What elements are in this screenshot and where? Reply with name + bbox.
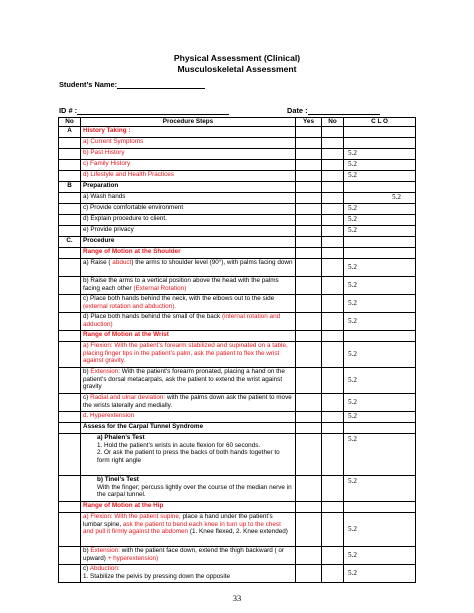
doc-subtitle: Musculoskeletal Assessment xyxy=(177,64,297,74)
yes-checkbox[interactable] xyxy=(296,138,322,149)
no-checkbox[interactable] xyxy=(322,171,344,182)
step-tinels-test xyxy=(81,476,296,502)
table-row xyxy=(59,160,416,171)
no-checkbox[interactable] xyxy=(322,160,344,171)
no-checkbox[interactable] xyxy=(322,226,344,237)
clo-cell: 5.2 xyxy=(344,277,416,295)
no-checkbox[interactable] xyxy=(322,394,344,412)
yes-checkbox[interactable] xyxy=(296,149,322,160)
section-b-number: B xyxy=(59,182,81,193)
table-row xyxy=(59,215,416,226)
section-b-title: Preparation xyxy=(81,182,296,193)
table-row xyxy=(59,193,416,204)
subsection-shoulder-row xyxy=(59,248,416,259)
yes-checkbox[interactable] xyxy=(296,226,322,237)
phalens-title: a) Phalen’s Test xyxy=(97,434,145,441)
table-row xyxy=(59,513,416,547)
subsection-shoulder-title: Range of Motion at the Shoulder xyxy=(81,248,296,259)
id-line[interactable] xyxy=(77,114,229,115)
yes-checkbox[interactable] xyxy=(296,513,322,547)
no-checkbox[interactable] xyxy=(322,565,344,583)
id-field[interactable] xyxy=(59,106,229,115)
step-past-history: b) Past History xyxy=(81,149,296,160)
table-row xyxy=(59,277,416,295)
step-hip-flexion: a) Flexion: With the patient supine, place a hand under the patient’s lumbar spine, ask the patient to bend each knee in turn up to the chest and pull it firmly against the abdomen (1. Knee flexed, 2. Knee extended) xyxy=(81,513,296,547)
yes-checkbox[interactable] xyxy=(296,368,322,394)
table-row xyxy=(59,342,416,368)
clo-cell: 5.2 xyxy=(344,342,416,368)
no-checkbox[interactable] xyxy=(322,423,344,434)
step-comfortable-env: c) Provide comfortable environment xyxy=(81,204,296,215)
no-checkbox[interactable] xyxy=(322,215,344,226)
step-family-history: c) Family History xyxy=(81,160,296,171)
section-c-number: C. xyxy=(59,237,81,248)
table-row xyxy=(59,204,416,215)
clo-cell xyxy=(344,138,416,149)
yes-checkbox[interactable] xyxy=(296,331,322,342)
yes-checkbox[interactable] xyxy=(296,342,322,368)
yes-checkbox[interactable] xyxy=(296,160,322,171)
step-provide-privacy: e) Provide privacy xyxy=(81,226,296,237)
clo-cell: 5.2 xyxy=(344,171,416,182)
clo-cell: 5.2 xyxy=(344,215,416,226)
table-row xyxy=(59,368,416,394)
no-checkbox[interactable] xyxy=(322,434,344,476)
yes-checkbox[interactable] xyxy=(296,248,322,259)
yes-checkbox[interactable] xyxy=(296,277,322,295)
table-row xyxy=(59,476,416,502)
table-row xyxy=(59,259,416,277)
step-wrist-flexion: a) Flexion: With the patient’s forearm stabilized and supinated on a table, placing finger tips in the patient’s palm, ask the patient to flex the wrist against gravity. xyxy=(81,342,296,368)
table-row xyxy=(59,434,416,476)
yes-checkbox[interactable] xyxy=(296,171,322,182)
step-phalens-test xyxy=(81,434,296,476)
page-number: 33 xyxy=(232,593,242,603)
clo-cell: 5.2 xyxy=(344,313,416,331)
no-checkbox[interactable] xyxy=(322,193,344,204)
tinels-title: b) Tinel’s Test xyxy=(97,476,139,483)
subsection-hip-row xyxy=(59,502,416,513)
section-a-title: History Taking : xyxy=(81,127,296,138)
no-checkbox[interactable] xyxy=(322,138,344,149)
col-clo-header: C L O xyxy=(344,118,416,127)
step-hip-abduction: c) Abduction: 1. Stabilize the pelvis by pressing down the opposite xyxy=(81,565,296,583)
clo-cell: 5.2 xyxy=(344,547,416,565)
clo-cell: 5.2 xyxy=(344,368,416,394)
step-shoulder-back: d) Place both hands behind the small of the back (internal rotation and adduction) xyxy=(81,313,296,331)
section-b-row xyxy=(59,182,416,193)
yes-checkbox[interactable] xyxy=(296,502,322,513)
clo-cell: 5.2 xyxy=(344,434,416,476)
step-shoulder-raise: a) Raise ( abduct) the arms to shoulder level (90°), with palms facing down xyxy=(81,259,296,277)
yes-checkbox[interactable] xyxy=(296,295,322,313)
subsection-wrist-row xyxy=(59,331,416,342)
section-a-row xyxy=(59,127,416,138)
no-checkbox[interactable] xyxy=(322,259,344,277)
table-row xyxy=(59,149,416,160)
subsection-wrist-title: Range of Motion at the Wrist xyxy=(81,331,296,342)
yes-checkbox[interactable] xyxy=(296,313,322,331)
yes-checkbox[interactable] xyxy=(296,434,322,476)
yes-checkbox[interactable] xyxy=(296,204,322,215)
yes-checkbox[interactable] xyxy=(296,127,322,138)
col-yes-header: Yes xyxy=(296,118,322,127)
table-row xyxy=(59,394,416,412)
no-checkbox[interactable] xyxy=(322,368,344,394)
no-checkbox[interactable] xyxy=(322,412,344,423)
no-checkbox[interactable] xyxy=(322,313,344,331)
subsection-carpal-title: Assess for the Carpal Tunnel Syndrome xyxy=(81,423,296,434)
tinels-body: With the finger; percuss lightly over the course of the median nerve in the carpal tunnel. xyxy=(97,483,292,499)
yes-checkbox[interactable] xyxy=(296,412,322,423)
no-checkbox[interactable] xyxy=(322,331,344,342)
id-label: ID # : xyxy=(59,106,78,115)
yes-checkbox[interactable] xyxy=(296,237,322,248)
table-row xyxy=(59,412,416,423)
yes-checkbox[interactable] xyxy=(296,476,322,502)
step-hip-extension: b) Extension: with the patient face down, extend the thigh backward ( or upward) + hyperextension) xyxy=(81,547,296,565)
no-checkbox[interactable] xyxy=(322,182,344,193)
subsection-hip-title: Range of Motion at the Hip xyxy=(81,502,296,513)
clo-cell: 5.2 xyxy=(344,476,416,502)
yes-checkbox[interactable] xyxy=(296,193,322,204)
no-checkbox[interactable] xyxy=(322,476,344,502)
table-row xyxy=(59,138,416,149)
date-label: Date : xyxy=(287,106,308,115)
no-checkbox[interactable] xyxy=(322,237,344,248)
step-current-symptoms: a) Current Symptoms xyxy=(81,138,296,149)
no-checkbox[interactable] xyxy=(322,149,344,160)
table-header-row xyxy=(59,118,416,127)
step-shoulder-neck: c) Place both hands behind the neck, with the elbows out to the side (external rotation and abduction). xyxy=(81,295,296,313)
yes-checkbox[interactable] xyxy=(296,215,322,226)
step-wash-hands: a) Wash hands xyxy=(81,193,296,204)
step-wrist-hyperextension: d. Hyperextension xyxy=(81,412,296,423)
no-checkbox[interactable] xyxy=(322,295,344,313)
no-checkbox[interactable] xyxy=(322,342,344,368)
step-wrist-extension: b) Extension: With the patient’s forearm pronated, placing a hand on the patient’s dorsal metacarpals, ask the patient to extend the wrist against gravity xyxy=(81,368,296,394)
clo-cell: 5.2 xyxy=(344,193,416,204)
col-no2-header: No xyxy=(322,118,344,127)
clo-cell: 5.2 xyxy=(344,259,416,277)
step-lifestyle: d) Lifestyle and Health Practices xyxy=(81,171,296,182)
table-row xyxy=(59,547,416,565)
student-name-label: Student’s Name: xyxy=(59,80,118,89)
no-checkbox[interactable] xyxy=(322,248,344,259)
clo-cell: 5.2 xyxy=(344,226,416,237)
no-checkbox[interactable] xyxy=(322,502,344,513)
col-steps-header: Procedure Steps xyxy=(81,118,296,127)
date-field[interactable] xyxy=(287,106,380,115)
clo-cell: 5.2 xyxy=(344,204,416,215)
table-row xyxy=(59,313,416,331)
no-checkbox[interactable] xyxy=(322,127,344,138)
clo-cell: 5.2 xyxy=(344,160,416,171)
subsection-carpal-row xyxy=(59,423,416,434)
yes-checkbox[interactable] xyxy=(296,394,322,412)
col-no-header: No xyxy=(59,118,81,127)
procedure-table xyxy=(58,117,416,583)
doc-title: Physical Assessment (Clinical) xyxy=(173,53,301,63)
table-row xyxy=(59,226,416,237)
section-c-title: Procedure xyxy=(81,237,296,248)
step-explain-procedure: d) Explain procedure to client. xyxy=(81,215,296,226)
student-name-field[interactable] xyxy=(59,80,205,89)
clo-cell: 5.2 xyxy=(344,412,416,423)
no-checkbox[interactable] xyxy=(322,513,344,547)
clo-cell: 5.2 xyxy=(344,513,416,547)
yes-checkbox[interactable] xyxy=(296,547,322,565)
section-a-number: A xyxy=(59,127,81,138)
section-c-row xyxy=(59,237,416,248)
yes-checkbox[interactable] xyxy=(296,565,322,583)
date-line[interactable] xyxy=(308,114,380,115)
yes-checkbox[interactable] xyxy=(296,182,322,193)
step-shoulder-vertical: b) Raise the arms to a vertical position above the head with the palms facing each other (External Rotation) xyxy=(81,277,296,295)
clo-cell: 5.2 xyxy=(344,565,416,583)
phalens-step-1: 1. Hold the patient’s wrists in acute flexion for 60 seconds. xyxy=(97,441,261,449)
clo-cell: 5.2 xyxy=(344,394,416,412)
no-checkbox[interactable] xyxy=(322,547,344,565)
table-row xyxy=(59,171,416,182)
step-wrist-deviation: c) Radial and ulnar deviation: with the palms down ask the patient to move the wrists laterally and medially. xyxy=(81,394,296,412)
table-row xyxy=(59,295,416,313)
yes-checkbox[interactable] xyxy=(296,423,322,434)
no-checkbox[interactable] xyxy=(322,204,344,215)
clo-cell: 5.2 xyxy=(344,149,416,160)
table-row xyxy=(59,565,416,583)
yes-checkbox[interactable] xyxy=(296,259,322,277)
phalens-step-2: 2. Or ask the patient to press the backs of both hands together to form right angle xyxy=(97,449,280,464)
student-name-line[interactable] xyxy=(117,88,205,89)
no-checkbox[interactable] xyxy=(322,277,344,295)
clo-cell: 5.2 xyxy=(344,295,416,313)
